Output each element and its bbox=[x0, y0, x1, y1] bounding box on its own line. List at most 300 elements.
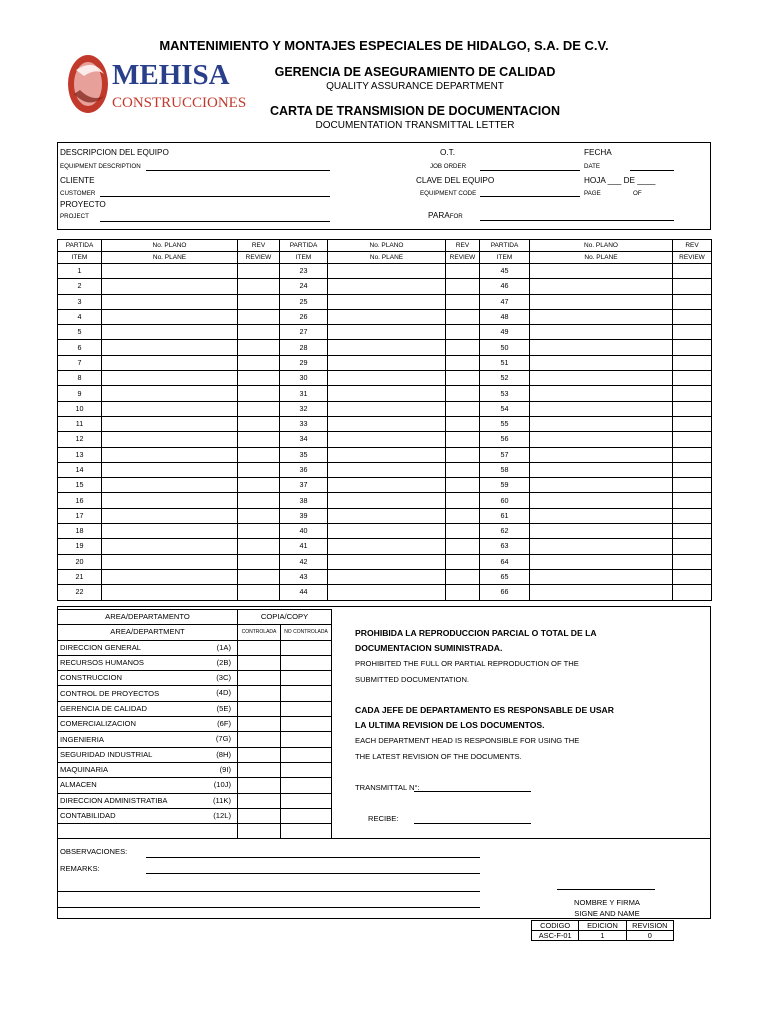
review-cell[interactable] bbox=[446, 539, 480, 554]
item-number: 4 bbox=[58, 309, 102, 324]
plane-number-cell[interactable] bbox=[530, 493, 673, 508]
plane-number-cell[interactable] bbox=[530, 585, 673, 600]
plane-number-cell[interactable] bbox=[102, 309, 238, 324]
item-number: 60 bbox=[480, 493, 530, 508]
item-number: 63 bbox=[480, 539, 530, 554]
item-number: 11 bbox=[58, 416, 102, 431]
signature-line[interactable] bbox=[557, 889, 655, 890]
plane-number-cell[interactable] bbox=[328, 279, 446, 294]
code-header: CODIGO bbox=[532, 921, 579, 931]
table-row bbox=[58, 478, 712, 493]
controlled-copy-cell[interactable] bbox=[238, 640, 281, 655]
observations-label: OBSERVACIONES: bbox=[60, 847, 128, 856]
plane-number-cell[interactable] bbox=[328, 462, 446, 477]
plane-number-cell[interactable] bbox=[102, 264, 238, 279]
review-cell[interactable] bbox=[238, 585, 280, 600]
area-name-cell bbox=[58, 762, 238, 777]
uncontrolled-copy-cell[interactable] bbox=[281, 762, 332, 777]
area-row bbox=[58, 640, 332, 655]
plane-number-cell[interactable] bbox=[530, 355, 673, 370]
area-header: AREA/DEPARTAMENTO bbox=[58, 610, 238, 625]
plane-number-cell[interactable] bbox=[530, 447, 673, 462]
plane-number-cell[interactable] bbox=[530, 554, 673, 569]
plane-number-cell[interactable] bbox=[328, 569, 446, 584]
item-number: 44 bbox=[280, 585, 328, 600]
plane-number-cell[interactable] bbox=[328, 539, 446, 554]
review-cell[interactable] bbox=[238, 447, 280, 462]
controlled-copy-cell[interactable] bbox=[238, 762, 281, 777]
uncontrolled-copy-cell[interactable] bbox=[281, 808, 332, 823]
review-cell[interactable] bbox=[238, 416, 280, 431]
page-label-en: PAGE bbox=[584, 190, 601, 197]
plane-number-cell[interactable] bbox=[102, 524, 238, 539]
item-number: 6 bbox=[58, 340, 102, 355]
project-label: PROYECTO bbox=[60, 200, 106, 209]
responsibility-notice-line2: LA ULTIMA REVISION DE LOS DOCUMENTOS. bbox=[355, 720, 545, 730]
table-row bbox=[58, 355, 712, 370]
item-number: 27 bbox=[280, 325, 328, 340]
item-number: 31 bbox=[280, 386, 328, 401]
col-plano: No. PLANO bbox=[530, 240, 673, 252]
areas-table bbox=[57, 609, 332, 839]
plane-number-cell[interactable] bbox=[102, 294, 238, 309]
area-name-cell bbox=[58, 655, 238, 670]
plane-number-cell[interactable] bbox=[102, 569, 238, 584]
plane-number-cell[interactable] bbox=[530, 508, 673, 523]
review-cell[interactable] bbox=[238, 508, 280, 523]
review-cell[interactable] bbox=[238, 325, 280, 340]
blank-cell[interactable] bbox=[238, 824, 281, 839]
review-cell[interactable] bbox=[238, 355, 280, 370]
responsibility-notice-line1: CADA JEFE DE DEPARTAMENTO ES RESPONSABLE DE USAR bbox=[355, 705, 614, 715]
plane-number-cell[interactable] bbox=[530, 294, 673, 309]
table-row bbox=[58, 447, 712, 462]
area-name-cell bbox=[58, 732, 238, 747]
area-row bbox=[58, 778, 332, 793]
review-cell[interactable] bbox=[446, 416, 480, 431]
col-item: ITEM bbox=[480, 252, 530, 264]
review-cell[interactable] bbox=[446, 294, 480, 309]
area-name: SEGURIDAD INDUSTRIAL bbox=[60, 749, 153, 759]
plane-number-cell[interactable] bbox=[102, 508, 238, 523]
col-partida: PARTIDA bbox=[58, 240, 102, 252]
item-number: 66 bbox=[480, 585, 530, 600]
review-cell[interactable] bbox=[673, 585, 712, 600]
uncontrolled-copy-cell[interactable] bbox=[281, 732, 332, 747]
review-cell[interactable] bbox=[238, 371, 280, 386]
area-name-cell bbox=[58, 778, 238, 793]
equipment-code-field[interactable] bbox=[480, 196, 580, 197]
item-number: 7 bbox=[58, 355, 102, 370]
plane-number-cell[interactable] bbox=[328, 371, 446, 386]
company-logo bbox=[66, 50, 247, 120]
responsibility-notice-en-line2: THE LATEST REVISION OF THE DOCUMENTS. bbox=[355, 752, 522, 761]
plane-number-cell[interactable] bbox=[530, 309, 673, 324]
plane-number-cell[interactable] bbox=[102, 478, 238, 493]
equipment-field[interactable] bbox=[146, 170, 330, 171]
review-cell[interactable] bbox=[238, 493, 280, 508]
review-cell[interactable] bbox=[673, 264, 712, 279]
plane-number-cell[interactable] bbox=[102, 386, 238, 401]
review-cell[interactable] bbox=[673, 309, 712, 324]
col-plano: No. PLANO bbox=[102, 240, 238, 252]
table-row bbox=[58, 585, 712, 600]
responsibility-notice-en-line1: EACH DEPARTMENT HEAD IS RESPONSIBLE FOR USING THE bbox=[355, 736, 580, 745]
item-number: 14 bbox=[58, 462, 102, 477]
controlled-copy-cell[interactable] bbox=[238, 732, 281, 747]
col-rev: REV bbox=[446, 240, 480, 252]
area-name-cell bbox=[58, 747, 238, 762]
uncontrolled-copy-cell[interactable] bbox=[281, 717, 332, 732]
table-row bbox=[58, 294, 712, 309]
review-cell[interactable] bbox=[238, 279, 280, 294]
code-value: ASC-F-01 bbox=[532, 931, 579, 941]
for-label bbox=[428, 211, 463, 220]
review-cell[interactable] bbox=[673, 401, 712, 416]
plane-number-cell[interactable] bbox=[530, 539, 673, 554]
observations-line-4[interactable] bbox=[57, 907, 480, 908]
table-row bbox=[58, 416, 712, 431]
review-cell[interactable] bbox=[446, 447, 480, 462]
page-label: HOJA ___ DE ____ bbox=[584, 176, 656, 185]
review-cell[interactable] bbox=[673, 493, 712, 508]
date-field[interactable] bbox=[630, 170, 674, 171]
receives-label: RECIBE: bbox=[368, 814, 399, 823]
review-cell[interactable] bbox=[238, 569, 280, 584]
item-number: 15 bbox=[58, 478, 102, 493]
review-cell[interactable] bbox=[446, 386, 480, 401]
item-number: 45 bbox=[480, 264, 530, 279]
col-partida: PARTIDA bbox=[480, 240, 530, 252]
item-number: 3 bbox=[58, 294, 102, 309]
review-cell[interactable] bbox=[238, 340, 280, 355]
area-code: (5E) bbox=[216, 703, 231, 713]
plane-number-cell[interactable] bbox=[102, 371, 238, 386]
plane-number-cell[interactable] bbox=[530, 371, 673, 386]
plane-number-cell[interactable] bbox=[102, 462, 238, 477]
review-cell[interactable] bbox=[238, 309, 280, 324]
plane-number-cell[interactable] bbox=[530, 462, 673, 477]
item-number: 9 bbox=[58, 386, 102, 401]
plane-number-cell[interactable] bbox=[102, 325, 238, 340]
controlled-copy-cell[interactable] bbox=[238, 778, 281, 793]
plane-number-cell[interactable] bbox=[102, 585, 238, 600]
blank-cell[interactable] bbox=[281, 824, 332, 839]
item-number: 35 bbox=[280, 447, 328, 462]
observations-line-1[interactable] bbox=[146, 857, 480, 858]
areas-header-row bbox=[58, 610, 332, 625]
customer-field[interactable] bbox=[100, 196, 330, 197]
plane-number-cell[interactable] bbox=[102, 432, 238, 447]
review-cell[interactable] bbox=[446, 508, 480, 523]
area-code: (12L) bbox=[213, 810, 231, 820]
col-review: REVIEW bbox=[673, 252, 712, 264]
review-cell[interactable] bbox=[238, 432, 280, 447]
prohibited-notice-line2: DOCUMENTACION SUMINISTRADA. bbox=[355, 643, 503, 653]
review-cell[interactable] bbox=[673, 386, 712, 401]
plane-number-cell[interactable] bbox=[102, 539, 238, 554]
col-plane: No. PLANE bbox=[102, 252, 238, 264]
plane-number-cell[interactable] bbox=[102, 279, 238, 294]
plane-number-cell[interactable] bbox=[530, 325, 673, 340]
controlled-copy-cell[interactable] bbox=[238, 717, 281, 732]
equipment-code-label: CLAVE DEL EQUIPO bbox=[416, 176, 495, 185]
area-name: MAQUINARIA bbox=[60, 765, 109, 775]
uncontrolled-copy-cell[interactable] bbox=[281, 655, 332, 670]
uncontrolled-copy-cell[interactable] bbox=[281, 793, 332, 808]
item-number: 56 bbox=[480, 432, 530, 447]
plane-number-cell[interactable] bbox=[328, 432, 446, 447]
uncontrolled-copy-cell[interactable] bbox=[281, 671, 332, 686]
area-code: (11K) bbox=[212, 795, 231, 805]
area-header-en: AREA/DEPARTMENT bbox=[58, 625, 238, 640]
plane-number-cell[interactable] bbox=[102, 554, 238, 569]
area-name: DIRECCION GENERAL bbox=[60, 642, 142, 652]
plane-number-cell[interactable] bbox=[328, 447, 446, 462]
review-cell[interactable] bbox=[446, 264, 480, 279]
plane-number-cell[interactable] bbox=[102, 416, 238, 431]
review-cell[interactable] bbox=[673, 432, 712, 447]
review-cell[interactable] bbox=[238, 554, 280, 569]
review-cell[interactable] bbox=[673, 279, 712, 294]
review-cell[interactable] bbox=[673, 508, 712, 523]
review-cell[interactable] bbox=[446, 585, 480, 600]
plane-number-cell[interactable] bbox=[530, 478, 673, 493]
controlled-copy-cell[interactable] bbox=[238, 686, 281, 701]
item-number: 36 bbox=[280, 462, 328, 477]
review-cell[interactable] bbox=[238, 401, 280, 416]
review-cell[interactable] bbox=[446, 340, 480, 355]
logo-sub-text: CONSTRUCCIONES bbox=[112, 95, 247, 111]
area-code: (9I) bbox=[219, 764, 231, 774]
review-cell[interactable] bbox=[446, 325, 480, 340]
item-number: 40 bbox=[280, 524, 328, 539]
plane-number-cell[interactable] bbox=[530, 264, 673, 279]
plane-number-cell[interactable] bbox=[328, 264, 446, 279]
item-number: 65 bbox=[480, 569, 530, 584]
plane-number-cell[interactable] bbox=[530, 386, 673, 401]
area-name-cell bbox=[58, 701, 238, 716]
signature-label: NOMBRE Y FIRMA bbox=[574, 898, 640, 907]
plane-number-cell[interactable] bbox=[328, 340, 446, 355]
plane-number-cell[interactable] bbox=[328, 478, 446, 493]
observations-line-2[interactable] bbox=[146, 873, 480, 874]
plane-number-cell[interactable] bbox=[102, 355, 238, 370]
customer-label-en: CUSTOMER bbox=[60, 190, 96, 197]
date-label: FECHA bbox=[584, 148, 612, 157]
controlled-header: CONTROLADA bbox=[238, 625, 281, 640]
document-title-en: DOCUMENTATION TRANSMITTAL LETTER bbox=[315, 120, 515, 131]
review-cell[interactable] bbox=[238, 478, 280, 493]
table-row bbox=[58, 325, 712, 340]
area-code: (7G) bbox=[215, 734, 231, 744]
for-label-en: FOR bbox=[449, 213, 463, 220]
area-row bbox=[58, 717, 332, 732]
uncontrolled-copy-cell[interactable] bbox=[281, 778, 332, 793]
item-number: 12 bbox=[58, 432, 102, 447]
project-label-en: PROJECT bbox=[60, 213, 89, 220]
plane-number-cell[interactable] bbox=[530, 569, 673, 584]
review-cell[interactable] bbox=[673, 478, 712, 493]
plane-number-cell[interactable] bbox=[328, 493, 446, 508]
review-cell[interactable] bbox=[446, 309, 480, 324]
review-cell[interactable] bbox=[673, 355, 712, 370]
customer-label: CLIENTE bbox=[60, 176, 95, 185]
project-field[interactable] bbox=[100, 221, 330, 222]
item-number: 26 bbox=[280, 309, 328, 324]
plane-number-cell[interactable] bbox=[102, 340, 238, 355]
job-order-label-en: JOB ORDER bbox=[430, 163, 467, 170]
plane-number-cell[interactable] bbox=[328, 294, 446, 309]
plane-number-cell[interactable] bbox=[328, 325, 446, 340]
review-cell[interactable] bbox=[673, 325, 712, 340]
controlled-copy-cell[interactable] bbox=[238, 793, 281, 808]
controlled-copy-cell[interactable] bbox=[238, 747, 281, 762]
item-number: 61 bbox=[480, 508, 530, 523]
prohibited-notice-line1: PROHIBIDA LA REPRODUCCION PARCIAL O TOTAL DE LA bbox=[355, 628, 597, 638]
area-code: (10J) bbox=[213, 780, 231, 790]
plane-number-cell[interactable] bbox=[102, 401, 238, 416]
document-title: CARTA DE TRANSMISION DE DOCUMENTACION bbox=[269, 104, 561, 118]
review-cell[interactable] bbox=[673, 294, 712, 309]
item-number: 20 bbox=[58, 554, 102, 569]
item-number: 25 bbox=[280, 294, 328, 309]
area-row bbox=[58, 747, 332, 762]
review-cell[interactable] bbox=[446, 371, 480, 386]
review-cell[interactable] bbox=[446, 279, 480, 294]
job-order-field[interactable] bbox=[480, 170, 580, 171]
item-number: 23 bbox=[280, 264, 328, 279]
plane-number-cell[interactable] bbox=[328, 386, 446, 401]
col-plane: No. PLANE bbox=[328, 252, 446, 264]
area-row-blank bbox=[58, 824, 332, 839]
review-cell[interactable] bbox=[673, 416, 712, 431]
area-code: (2B) bbox=[216, 657, 231, 667]
review-cell[interactable] bbox=[446, 355, 480, 370]
review-cell[interactable] bbox=[238, 539, 280, 554]
review-cell[interactable] bbox=[446, 462, 480, 477]
area-row bbox=[58, 732, 332, 747]
area-code: (8H) bbox=[216, 749, 231, 759]
area-name: CONTABILIDAD bbox=[60, 811, 116, 820]
review-cell[interactable] bbox=[238, 462, 280, 477]
area-row bbox=[58, 793, 332, 808]
plane-number-cell[interactable] bbox=[102, 493, 238, 508]
date-label-en: DATE bbox=[584, 163, 601, 170]
plane-number-cell[interactable] bbox=[328, 508, 446, 523]
plane-number-cell[interactable] bbox=[530, 279, 673, 294]
item-number: 46 bbox=[480, 279, 530, 294]
review-cell[interactable] bbox=[446, 478, 480, 493]
for-label-es: PARA bbox=[428, 211, 450, 220]
area-name: CONSTRUCCION bbox=[60, 673, 123, 683]
items-header-row bbox=[58, 240, 712, 252]
uncontrolled-copy-cell[interactable] bbox=[281, 747, 332, 762]
table-row bbox=[58, 432, 712, 447]
observations-line-3[interactable] bbox=[57, 891, 480, 892]
plane-number-cell[interactable] bbox=[328, 416, 446, 431]
plane-number-cell[interactable] bbox=[530, 340, 673, 355]
review-cell[interactable] bbox=[673, 462, 712, 477]
review-cell[interactable] bbox=[238, 294, 280, 309]
item-number: 51 bbox=[480, 355, 530, 370]
controlled-copy-cell[interactable] bbox=[238, 808, 281, 823]
review-cell[interactable] bbox=[238, 264, 280, 279]
receives-field[interactable] bbox=[414, 823, 531, 824]
controlled-copy-cell[interactable] bbox=[238, 701, 281, 716]
col-review: REVIEW bbox=[238, 252, 280, 264]
plane-number-cell[interactable] bbox=[328, 585, 446, 600]
transmittal-field[interactable] bbox=[414, 791, 531, 792]
review-cell[interactable] bbox=[446, 401, 480, 416]
uncontrolled-copy-cell[interactable] bbox=[281, 701, 332, 716]
plane-number-cell[interactable] bbox=[530, 416, 673, 431]
area-name-cell bbox=[58, 717, 238, 732]
plane-number-cell[interactable] bbox=[328, 524, 446, 539]
department-title: GERENCIA DE ASEGURAMIENTO DE CALIDAD bbox=[274, 65, 556, 79]
uncontrolled-copy-cell[interactable] bbox=[281, 686, 332, 701]
plane-number-cell[interactable] bbox=[530, 401, 673, 416]
table-row bbox=[58, 539, 712, 554]
plane-number-cell[interactable] bbox=[530, 524, 673, 539]
area-name-cell bbox=[58, 686, 238, 701]
item-number: 58 bbox=[480, 462, 530, 477]
review-cell[interactable] bbox=[673, 524, 712, 539]
review-cell[interactable] bbox=[673, 554, 712, 569]
col-plane: No. PLANE bbox=[530, 252, 673, 264]
controlled-copy-cell[interactable] bbox=[238, 671, 281, 686]
review-cell[interactable] bbox=[446, 432, 480, 447]
plane-number-cell[interactable] bbox=[328, 401, 446, 416]
review-cell[interactable] bbox=[446, 493, 480, 508]
area-row bbox=[58, 686, 332, 701]
for-field[interactable] bbox=[480, 220, 674, 221]
item-number: 33 bbox=[280, 416, 328, 431]
review-cell[interactable] bbox=[673, 447, 712, 462]
review-cell[interactable] bbox=[673, 539, 712, 554]
item-number: 18 bbox=[58, 524, 102, 539]
code-header-row bbox=[532, 921, 674, 931]
col-item: ITEM bbox=[280, 252, 328, 264]
code-value-row bbox=[532, 931, 674, 941]
review-cell[interactable] bbox=[673, 340, 712, 355]
plane-number-cell[interactable] bbox=[328, 309, 446, 324]
table-row bbox=[58, 386, 712, 401]
blank-cell[interactable] bbox=[58, 824, 238, 839]
plane-number-cell[interactable] bbox=[102, 447, 238, 462]
review-cell[interactable] bbox=[446, 554, 480, 569]
item-number: 50 bbox=[480, 340, 530, 355]
item-number: 59 bbox=[480, 478, 530, 493]
plane-number-cell[interactable] bbox=[328, 554, 446, 569]
uncontrolled-copy-cell[interactable] bbox=[281, 640, 332, 655]
copy-header: COPIA/COPY bbox=[238, 610, 332, 625]
review-cell[interactable] bbox=[238, 524, 280, 539]
review-cell[interactable] bbox=[446, 524, 480, 539]
of-label-en: OF bbox=[633, 190, 642, 197]
review-cell[interactable] bbox=[673, 371, 712, 386]
review-cell[interactable] bbox=[238, 386, 280, 401]
controlled-copy-cell[interactable] bbox=[238, 655, 281, 670]
review-cell[interactable] bbox=[673, 569, 712, 584]
review-cell[interactable] bbox=[446, 569, 480, 584]
area-name: INGENIERIA bbox=[60, 734, 104, 744]
remarks-label: REMARKS: bbox=[60, 864, 100, 873]
plane-number-cell[interactable] bbox=[328, 355, 446, 370]
plane-number-cell[interactable] bbox=[530, 432, 673, 447]
item-number: 42 bbox=[280, 554, 328, 569]
table-row bbox=[58, 340, 712, 355]
